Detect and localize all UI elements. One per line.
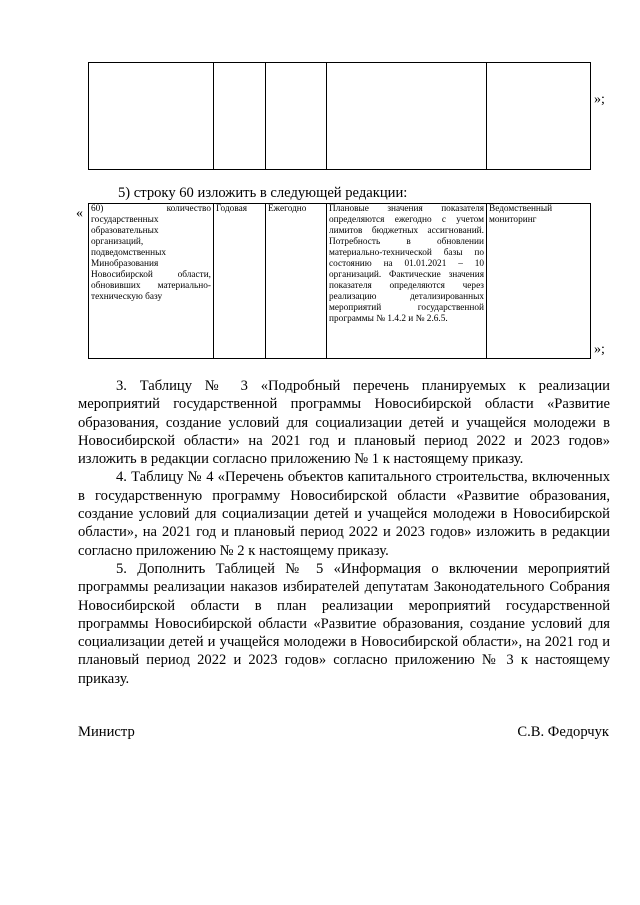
top-table-cell <box>266 63 327 170</box>
row60-frequency-cell: Ежегодно <box>266 204 327 359</box>
paragraph-item4: 4. Таблицу № 4 «Перечень объектов капитального строительства, включенных в государственную программу Новосибирской области «Развитие образования, создание условий для социализации детей и учащейся молодежи в Новосибирской области», на 2021 год и плановый период 2022 и 2023 годов» изложить в редакции согласно приложению № 2 к настоящему приказу. <box>78 469 610 559</box>
signature-name: С.В. Федорчук <box>517 724 609 740</box>
row60-source-cell: Ведомственный мониторинг <box>487 204 591 359</box>
row60-closing-quote: »; <box>594 342 605 357</box>
row60-open-quote: « <box>76 206 83 221</box>
row60-method-cell: Плановые значения показателя определяются ежегодно с учетом лимитов бюджетных ассигнований. Потребность в обновлении материально-технической базы по состоянию на 01.01.2021 – 10 организаций. Фактические значения показателя определяются через реализацию детализированных мероприятий государственной программы № 1.4.2 и № 2.6.5. <box>327 204 487 359</box>
top-table-cell <box>327 63 487 170</box>
row60-indicator-cell: 60) количество государственных образовательных организаций, подведомственных Минобразования Новосибирской области, обновивших материально-техническую базу <box>89 204 214 359</box>
top-table-closing-quote: »; <box>594 92 605 107</box>
row60-periodicity-cell: Годовая <box>214 204 266 359</box>
paragraph-item3: 3. Таблицу № 3 «Подробный перечень планируемых к реализации мероприятий государственной программы Новосибирской области «Развитие образования, создание условий для социализации детей и учащейся молодежи в Новосибирской области» на 2021 год и плановый период 2022 и 2023 годов» изложить в редакции согласно приложению № 1 к настоящему приказу. <box>78 378 610 468</box>
top-table-cell <box>89 63 214 170</box>
top-table-cell <box>487 63 591 170</box>
item5-heading: 5) строку 60 изложить в следующей редакции: <box>118 185 408 201</box>
signature-position: Министр <box>78 724 135 740</box>
top-table-cell <box>214 63 266 170</box>
top-table <box>88 62 591 170</box>
paragraph-item5: 5. Дополнить Таблицей № 5 «Информация о включении мероприятий программы реализации наказов избирателей депутатам Законодательного Собрания Новосибирской области в план реализации мероприятий государственной программы Новосибирской области «Развитие образования, создание условий для социализации детей и учащейся молодежи в Новосибирской области», на 2021 год и плановый период 2022 и 2023 годов» согласно приложению № 3 к настоящему приказу. <box>78 560 610 687</box>
row60-table <box>88 203 591 359</box>
body-text <box>78 377 610 688</box>
